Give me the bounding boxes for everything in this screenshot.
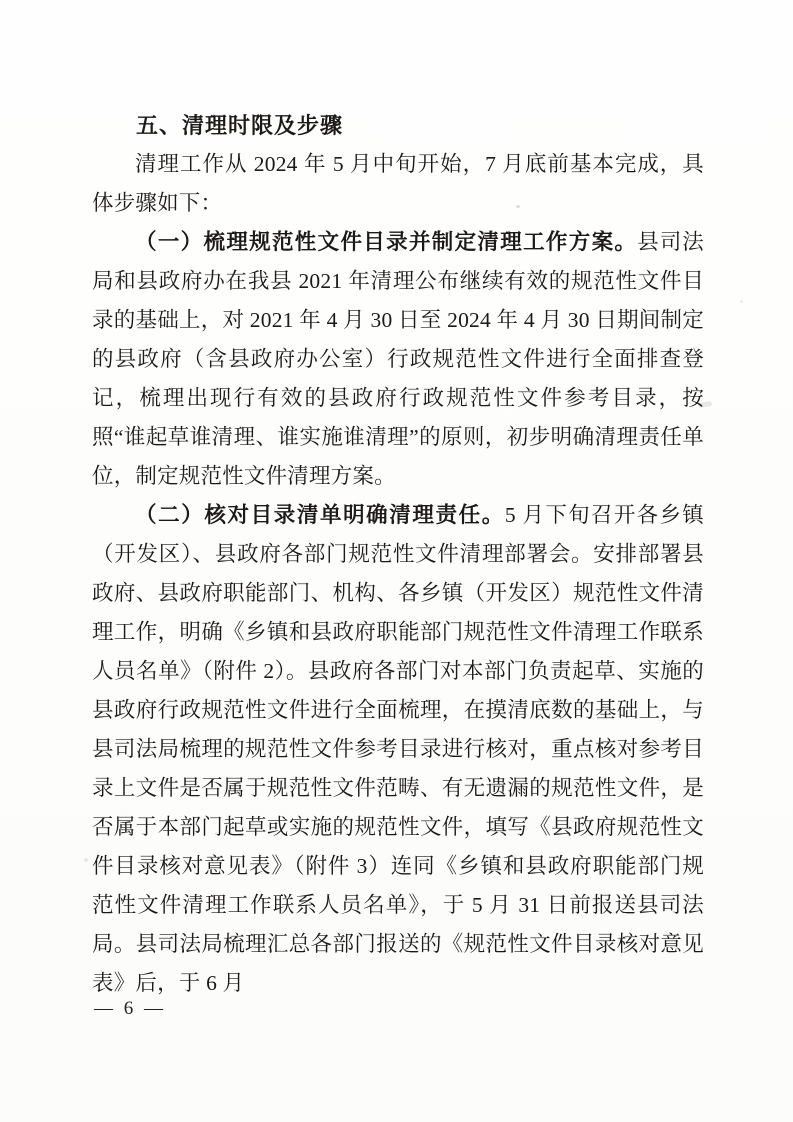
section-1-body: 县司法局和县政府办在我县 2021 年清理公布继续有效的规范性文件目录的基础上，对 2021 年 4 月 30 日至 2024 年 4 月 30 日期间制定的县政府（含县政府办公室）行政规范性文件进行全面排查登记，梳理出现行有效的县政府行政规范性文件参考目录，按照“谁起草谁清理、谁实施谁清理”的原则，初步明确清理责任单位，制定规范性文件清理方案。 bbox=[92, 230, 704, 488]
intro-paragraph bbox=[92, 145, 704, 223]
section-1-title: （一）梳理规范性文件目录并制定清理工作方案。 bbox=[135, 230, 638, 254]
section-heading: 五、清理时限及步骤 bbox=[136, 113, 344, 138]
document-body bbox=[92, 106, 704, 1003]
section-1-paragraph bbox=[92, 223, 704, 496]
page-number: — 6 — bbox=[94, 998, 166, 1019]
section-2-body: 5 月下旬召开各乡镇（开发区）、县政府各部门规范性文件清理部署会。安排部署县政府、县政府职能部门、机构、各乡镇（开发区）规范性文件清理工作，明确《乡镇和县政府职能部门规范性文件清理工作联系人员名单》（附件 2）。县政府各部门对本部门负责起草、实施的县政府行政规范性文件进行全面梳理，在摸清底数的基础上，与县司法局梳理的规范性文件参考目录进行核对，重点核对参考目录上文件是否属于规范性文件范畴、有无遗漏的规范性文件，是否属于本部门起草或实施的规范性文件，填写《县政府规范性文件目录核对意见表》（附件 3）连同《乡镇和县政府职能部门规范性文件清理工作联系人员名单》，于 5 月 31 日前报送县司法局。县司法局梳理汇总各部门报送的《规范性文件目录核对意见表》后，于 6 月 bbox=[92, 503, 704, 995]
section-2-paragraph bbox=[92, 496, 704, 1003]
scan-artifact bbox=[84, 858, 88, 862]
intro-text: 清理工作从 2024 年 5 月中旬开始，7 月底前基本完成，具体步骤如下： bbox=[92, 152, 704, 215]
section-2-title: （二）核对目录清单明确清理责任。 bbox=[135, 503, 505, 527]
scan-artifact bbox=[740, 300, 743, 303]
